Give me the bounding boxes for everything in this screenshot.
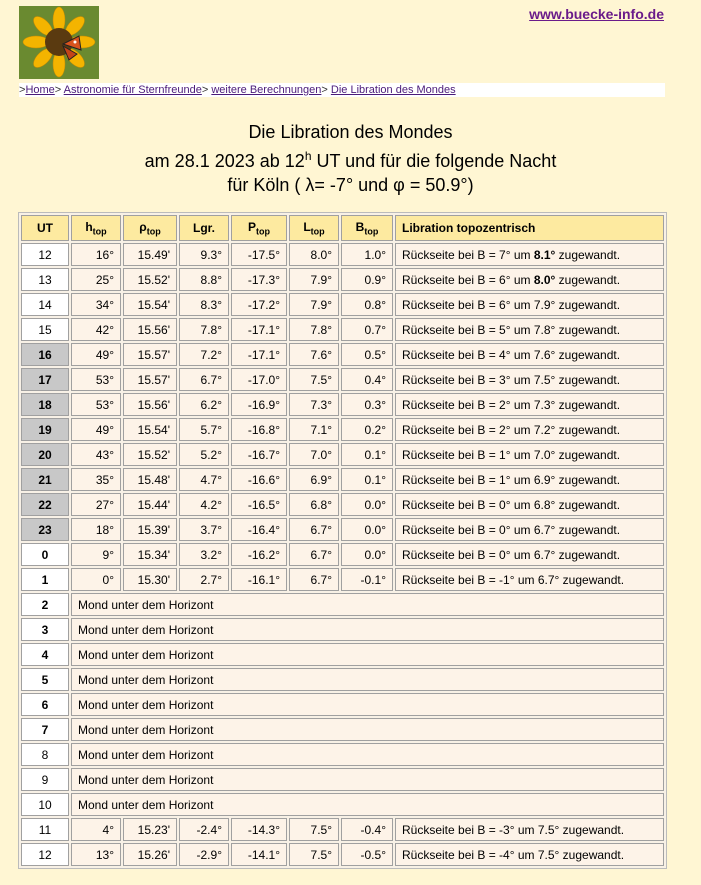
table-row bbox=[21, 318, 664, 341]
cell-b-top: 0.0° bbox=[341, 493, 393, 516]
table-row bbox=[21, 643, 664, 666]
cell-rho-top: 15.30' bbox=[123, 568, 177, 591]
cell-p-top: -14.1° bbox=[231, 843, 287, 866]
cell-h-top: 16° bbox=[71, 243, 121, 266]
cell-below-horizon: Mond unter dem Horizont bbox=[71, 643, 664, 666]
cell-below-horizon: Mond unter dem Horizont bbox=[71, 693, 664, 716]
cell-rho-top: 15.48' bbox=[123, 468, 177, 491]
libration-suffix: zugewandt. bbox=[555, 547, 621, 562]
cell-ut: 14 bbox=[21, 293, 69, 316]
cell-b-top: 0.0° bbox=[341, 518, 393, 541]
cell-libration bbox=[395, 318, 664, 341]
table-row bbox=[21, 668, 664, 691]
title-line-2-hour-mark: h bbox=[304, 149, 312, 163]
cell-l-top: 7.9° bbox=[289, 268, 339, 291]
cell-below-horizon: Mond unter dem Horizont bbox=[71, 743, 664, 766]
libration-text: Rückseite bei B = 1° um bbox=[402, 472, 534, 487]
cell-p-top: -16.5° bbox=[231, 493, 287, 516]
title-line-3: für Köln ( λ= -7° und φ = 50.9°) bbox=[227, 175, 474, 195]
cell-lgr: 7.2° bbox=[179, 343, 229, 366]
cell-rho-top: 15.57' bbox=[123, 343, 177, 366]
cell-l-top: 6.7° bbox=[289, 568, 339, 591]
cell-libration bbox=[395, 493, 664, 516]
table-row bbox=[21, 743, 664, 766]
libration-value: 7.5° bbox=[537, 822, 560, 837]
libration-text: Rückseite bei B = -1° um bbox=[402, 572, 538, 587]
cell-h-top: 42° bbox=[71, 318, 121, 341]
cell-b-top: 0.0° bbox=[341, 543, 393, 566]
cell-b-top: 0.4° bbox=[341, 368, 393, 391]
sunflower-butterfly-logo[interactable] bbox=[19, 6, 99, 79]
header-rho-top: $\rho_{top}$ bbox=[123, 215, 177, 241]
cell-l-top: 7.6° bbox=[289, 343, 339, 366]
cell-below-horizon: Mond unter dem Horizont bbox=[71, 618, 664, 641]
breadcrumb bbox=[19, 83, 665, 97]
cell-h-top: 0° bbox=[71, 568, 121, 591]
cell-p-top: -16.4° bbox=[231, 518, 287, 541]
cell-ut: 12 bbox=[21, 243, 69, 266]
cell-l-top: 6.9° bbox=[289, 468, 339, 491]
cell-l-top: 7.5° bbox=[289, 818, 339, 841]
cell-libration bbox=[395, 568, 664, 591]
libration-suffix: zugewandt. bbox=[555, 372, 621, 387]
cell-b-top: -0.5° bbox=[341, 843, 393, 866]
cell-p-top: -16.7° bbox=[231, 443, 287, 466]
cell-libration bbox=[395, 268, 664, 291]
cell-p-top: -16.9° bbox=[231, 393, 287, 416]
libration-value: 6.7° bbox=[533, 522, 556, 537]
cell-lgr: 7.8° bbox=[179, 318, 229, 341]
cell-ut: 7 bbox=[21, 718, 69, 741]
libration-text: Rückseite bei B = -3° um bbox=[402, 822, 538, 837]
table-row bbox=[21, 343, 664, 366]
libration-suffix: zugewandt. bbox=[555, 322, 621, 337]
cell-b-top: 0.2° bbox=[341, 418, 393, 441]
table-row bbox=[21, 718, 664, 741]
table-row bbox=[21, 618, 664, 641]
cell-ut: 11 bbox=[21, 818, 69, 841]
cell-ut: 12 bbox=[21, 843, 69, 866]
cell-ut: 8 bbox=[21, 743, 69, 766]
table-row bbox=[21, 568, 664, 591]
libration-suffix: zugewandt. bbox=[555, 297, 621, 312]
cell-h-top: 53° bbox=[71, 393, 121, 416]
cell-libration bbox=[395, 543, 664, 566]
cell-b-top: 0.1° bbox=[341, 443, 393, 466]
cell-l-top: 6.8° bbox=[289, 493, 339, 516]
cell-libration bbox=[395, 468, 664, 491]
cell-below-horizon: Mond unter dem Horizont bbox=[71, 668, 664, 691]
libration-text: Rückseite bei B = 0° um bbox=[402, 547, 534, 562]
cell-l-top: 7.0° bbox=[289, 443, 339, 466]
cell-lgr: 5.7° bbox=[179, 418, 229, 441]
libration-value: 7.5° bbox=[537, 847, 560, 862]
cell-rho-top: 15.34' bbox=[123, 543, 177, 566]
cell-lgr: 9.3° bbox=[179, 243, 229, 266]
libration-suffix: zugewandt. bbox=[555, 397, 621, 412]
cell-ut: 1 bbox=[21, 568, 69, 591]
cell-ut: 16 bbox=[21, 343, 69, 366]
cell-lgr: 4.2° bbox=[179, 493, 229, 516]
cell-b-top: 1.0° bbox=[341, 243, 393, 266]
libration-text: Rückseite bei B = 4° um bbox=[402, 347, 534, 362]
header-h-top: $h_{top}$ bbox=[71, 215, 121, 241]
cell-lgr: 8.3° bbox=[179, 293, 229, 316]
cell-ut: 19 bbox=[21, 418, 69, 441]
cell-ut: 13 bbox=[21, 268, 69, 291]
cell-rho-top: 15.44' bbox=[123, 493, 177, 516]
table-row bbox=[21, 468, 664, 491]
cell-ut: 3 bbox=[21, 618, 69, 641]
cell-below-horizon: Mond unter dem Horizont bbox=[71, 768, 664, 791]
cell-l-top: 7.3° bbox=[289, 393, 339, 416]
header-b-top: $B_{top}$ bbox=[341, 215, 393, 241]
cell-h-top: 4° bbox=[71, 818, 121, 841]
table-row bbox=[21, 593, 664, 616]
cell-lgr: 2.7° bbox=[179, 568, 229, 591]
cell-rho-top: 15.54' bbox=[123, 418, 177, 441]
cell-ut: 5 bbox=[21, 668, 69, 691]
libration-table bbox=[18, 212, 667, 869]
breadcrumb-link-astronomie[interactable]: Astronomie für Sternfreunde bbox=[63, 84, 202, 96]
libration-value: 7.3° bbox=[533, 397, 556, 412]
libration-text: Rückseite bei B = 2° um bbox=[402, 397, 534, 412]
cell-h-top: 27° bbox=[71, 493, 121, 516]
cell-h-top: 34° bbox=[71, 293, 121, 316]
cell-ut: 20 bbox=[21, 443, 69, 466]
cell-h-top: 35° bbox=[71, 468, 121, 491]
header-libration: Libration topozentrisch bbox=[395, 215, 664, 241]
table-header-row bbox=[21, 215, 664, 241]
cell-ut: 2 bbox=[21, 593, 69, 616]
libration-value: 6.7° bbox=[537, 572, 560, 587]
cell-b-top: 0.8° bbox=[341, 293, 393, 316]
libration-suffix: zugewandt. bbox=[555, 472, 621, 487]
cell-ut: 18 bbox=[21, 393, 69, 416]
libration-text: Rückseite bei B = 2° um bbox=[402, 422, 534, 437]
libration-suffix: zugewandt. bbox=[555, 422, 621, 437]
cell-l-top: 7.9° bbox=[289, 293, 339, 316]
cell-below-horizon: Mond unter dem Horizont bbox=[71, 718, 664, 741]
table-row bbox=[21, 493, 664, 516]
breadcrumb-separator: > bbox=[201, 84, 212, 96]
table-row bbox=[21, 793, 664, 816]
cell-lgr: 5.2° bbox=[179, 443, 229, 466]
breadcrumb-separator: > bbox=[321, 84, 331, 96]
cell-l-top: 7.5° bbox=[289, 843, 339, 866]
cell-p-top: -17.0° bbox=[231, 368, 287, 391]
cell-lgr: -2.4° bbox=[179, 818, 229, 841]
breadcrumb-link-home[interactable]: Home bbox=[25, 84, 55, 96]
cell-b-top: 0.5° bbox=[341, 343, 393, 366]
table-row bbox=[21, 843, 664, 866]
cell-p-top: -14.3° bbox=[231, 818, 287, 841]
libration-suffix: zugewandt. bbox=[555, 522, 621, 537]
table-row bbox=[21, 368, 664, 391]
breadcrumb-separator: > bbox=[19, 84, 26, 96]
libration-value: 8.0° bbox=[533, 272, 556, 287]
libration-suffix: zugewandt. bbox=[559, 572, 625, 587]
cell-b-top: 0.7° bbox=[341, 318, 393, 341]
cell-rho-top: 15.54' bbox=[123, 293, 177, 316]
cell-b-top: 0.1° bbox=[341, 468, 393, 491]
cell-ut: 9 bbox=[21, 768, 69, 791]
cell-ut: 10 bbox=[21, 793, 69, 816]
cell-p-top: -17.1° bbox=[231, 343, 287, 366]
site-home-link[interactable]: www.buecke-info.de bbox=[529, 6, 664, 22]
cell-h-top: 49° bbox=[71, 418, 121, 441]
cell-ut: 0 bbox=[21, 543, 69, 566]
cell-l-top: 7.5° bbox=[289, 368, 339, 391]
cell-libration bbox=[395, 393, 664, 416]
cell-libration bbox=[395, 293, 664, 316]
cell-h-top: 49° bbox=[71, 343, 121, 366]
cell-p-top: -17.5° bbox=[231, 243, 287, 266]
libration-suffix: zugewandt. bbox=[555, 347, 621, 362]
libration-value: 7.6° bbox=[533, 347, 556, 362]
libration-value: 7.9° bbox=[533, 297, 556, 312]
cell-lgr: 6.2° bbox=[179, 393, 229, 416]
table-row bbox=[21, 268, 664, 291]
title-line-2 bbox=[0, 144, 701, 173]
cell-rho-top: 15.56' bbox=[123, 318, 177, 341]
breadcrumb-separator: > bbox=[54, 84, 64, 96]
cell-rho-top: 15.56' bbox=[123, 393, 177, 416]
libration-value: 6.8° bbox=[533, 497, 556, 512]
libration-text: Rückseite bei B = -4° um bbox=[402, 847, 538, 862]
cell-rho-top: 15.49' bbox=[123, 243, 177, 266]
cell-libration bbox=[395, 418, 664, 441]
cell-l-top: 7.8° bbox=[289, 318, 339, 341]
libration-value: 6.9° bbox=[533, 472, 556, 487]
cell-rho-top: 15.52' bbox=[123, 268, 177, 291]
cell-b-top: -0.4° bbox=[341, 818, 393, 841]
libration-text: Rückseite bei B = 5° um bbox=[402, 322, 534, 337]
cell-h-top: 13° bbox=[71, 843, 121, 866]
cell-rho-top: 15.39' bbox=[123, 518, 177, 541]
table-row bbox=[21, 418, 664, 441]
cell-l-top: 6.7° bbox=[289, 543, 339, 566]
table-row bbox=[21, 543, 664, 566]
cell-b-top: 0.9° bbox=[341, 268, 393, 291]
libration-text: Rückseite bei B = 0° um bbox=[402, 522, 534, 537]
cell-lgr: 6.7° bbox=[179, 368, 229, 391]
cell-p-top: -17.1° bbox=[231, 318, 287, 341]
cell-libration bbox=[395, 343, 664, 366]
libration-suffix: zugewandt. bbox=[559, 847, 625, 862]
libration-text: Rückseite bei B = 1° um bbox=[402, 447, 534, 462]
cell-h-top: 53° bbox=[71, 368, 121, 391]
libration-text: Rückseite bei B = 6° um bbox=[402, 272, 534, 287]
table-row bbox=[21, 393, 664, 416]
header-ut: UT bbox=[21, 215, 69, 241]
libration-suffix: zugewandt. bbox=[555, 272, 621, 287]
cell-p-top: -17.3° bbox=[231, 268, 287, 291]
cell-h-top: 25° bbox=[71, 268, 121, 291]
libration-value: 7.5° bbox=[533, 372, 556, 387]
header-lgr: Lgr. bbox=[179, 215, 229, 241]
cell-p-top: -16.8° bbox=[231, 418, 287, 441]
cell-b-top: 0.3° bbox=[341, 393, 393, 416]
cell-ut: 15 bbox=[21, 318, 69, 341]
cell-rho-top: 15.26' bbox=[123, 843, 177, 866]
cell-libration bbox=[395, 443, 664, 466]
cell-l-top: 6.7° bbox=[289, 518, 339, 541]
cell-p-top: -16.6° bbox=[231, 468, 287, 491]
cell-rho-top: 15.57' bbox=[123, 368, 177, 391]
cell-ut: 4 bbox=[21, 643, 69, 666]
breadcrumb-link-weitere-berechnungen[interactable]: weitere Berechnungen bbox=[211, 84, 322, 96]
libration-value: 7.0° bbox=[533, 447, 556, 462]
libration-suffix: zugewandt. bbox=[555, 497, 621, 512]
title-line-2-date: am 28.1 2023 ab 12 bbox=[144, 151, 305, 171]
cell-l-top: 7.1° bbox=[289, 418, 339, 441]
cell-libration bbox=[395, 243, 664, 266]
libration-text: Rückseite bei B = 6° um bbox=[402, 297, 534, 312]
cell-h-top: 9° bbox=[71, 543, 121, 566]
table-row bbox=[21, 518, 664, 541]
cell-ut: 23 bbox=[21, 518, 69, 541]
libration-value: 6.7° bbox=[533, 547, 556, 562]
libration-suffix: zugewandt. bbox=[555, 447, 621, 462]
cell-ut: 6 bbox=[21, 693, 69, 716]
cell-lgr: 4.7° bbox=[179, 468, 229, 491]
table-row bbox=[21, 768, 664, 791]
libration-value: 8.1° bbox=[533, 247, 556, 262]
table-row bbox=[21, 693, 664, 716]
cell-libration bbox=[395, 818, 664, 841]
cell-libration bbox=[395, 368, 664, 391]
breadcrumb-link-libration[interactable]: Die Libration des Mondes bbox=[330, 84, 456, 96]
cell-lgr: 3.7° bbox=[179, 518, 229, 541]
libration-suffix: zugewandt. bbox=[559, 822, 625, 837]
cell-h-top: 18° bbox=[71, 518, 121, 541]
table-row bbox=[21, 818, 664, 841]
table-row bbox=[21, 243, 664, 266]
header-l-top: $L_{top}$ bbox=[289, 215, 339, 241]
libration-value: 7.8° bbox=[533, 322, 556, 337]
libration-text: Rückseite bei B = 0° um bbox=[402, 497, 534, 512]
page-title bbox=[0, 120, 701, 197]
cell-rho-top: 15.23' bbox=[123, 818, 177, 841]
cell-p-top: -17.2° bbox=[231, 293, 287, 316]
cell-ut: 17 bbox=[21, 368, 69, 391]
cell-below-horizon: Mond unter dem Horizont bbox=[71, 593, 664, 616]
cell-libration bbox=[395, 843, 664, 866]
header-p-top: $P_{top}$ bbox=[231, 215, 287, 241]
cell-l-top: 8.0° bbox=[289, 243, 339, 266]
table-row bbox=[21, 293, 664, 316]
cell-ut: 22 bbox=[21, 493, 69, 516]
cell-ut: 21 bbox=[21, 468, 69, 491]
libration-text: Rückseite bei B = 7° um bbox=[402, 247, 534, 262]
cell-lgr: -2.9° bbox=[179, 843, 229, 866]
libration-text: Rückseite bei B = 3° um bbox=[402, 372, 534, 387]
cell-rho-top: 15.52' bbox=[123, 443, 177, 466]
cell-libration bbox=[395, 518, 664, 541]
cell-b-top: -0.1° bbox=[341, 568, 393, 591]
libration-value: 7.2° bbox=[533, 422, 556, 437]
cell-below-horizon: Mond unter dem Horizont bbox=[71, 793, 664, 816]
cell-lgr: 3.2° bbox=[179, 543, 229, 566]
cell-p-top: -16.2° bbox=[231, 543, 287, 566]
table-row bbox=[21, 443, 664, 466]
title-line-2-rest: UT und für die folgende Nacht bbox=[311, 151, 557, 171]
libration-suffix: zugewandt. bbox=[555, 247, 621, 262]
cell-p-top: -16.1° bbox=[231, 568, 287, 591]
cell-h-top: 43° bbox=[71, 443, 121, 466]
cell-lgr: 8.8° bbox=[179, 268, 229, 291]
title-line-1: Die Libration des Mondes bbox=[248, 122, 453, 142]
